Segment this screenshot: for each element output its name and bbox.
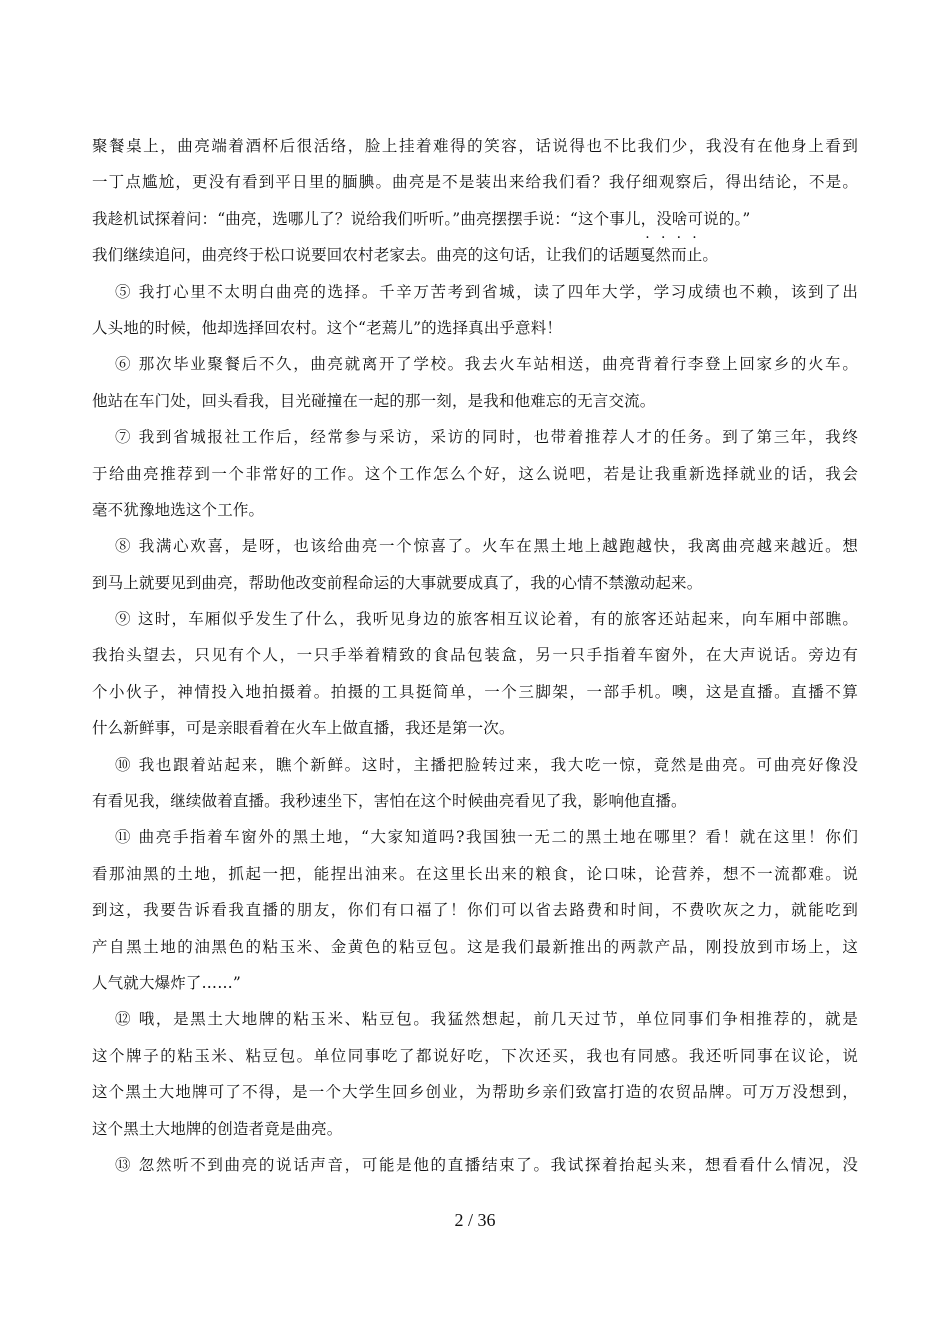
text-line: 我趁机试探着问：“曲亮，选哪儿了？说给我们听听。”曲亮摆摆手说：“这个事儿，没啥可说的。” [92, 209, 751, 228]
text-line: 这个黑土大地牌可了不得，是一个大学生回乡创业，为帮助乡亲们致富打造的农贸品牌。可万万没想到， [92, 1083, 858, 1102]
text-line: 个小伙子，神情投入地拍摄着。拍摄的工具挺简单，一个三脚架，一部手机。噢，这是直播。直播不算 [92, 682, 858, 701]
text-line: 人气就大爆炸了……” [92, 973, 241, 992]
text-line: 这个黑土大地牌的创造者竟是曲亮。 [92, 1119, 343, 1138]
paragraph-12-line: ⑫ 哦，是黑土大地牌的粘玉米、粘豆包。我猛然想起，前几天过节，单位同事们争相推荐的，就是 [115, 1010, 858, 1029]
emphasis-tail: 。 [702, 246, 719, 265]
text-line: 到这，我要告诉看我直播的朋友，你们有口福了！你们可以省去路费和时间，不费吹灰之力，就能吃到 [92, 901, 858, 920]
text-line: 到马上就要见到曲亮，帮助他改变前程命运的大事就要成真了，我的心情不禁激动起来。 [92, 573, 703, 592]
emphasized-char: 然 · [655, 230, 672, 265]
emphasized-char: 而 · [671, 230, 687, 265]
text-line: 于给曲亮推荐到一个非常好的工作。这个工作怎么个好，这么说吧，若是让我重新选择就业的话，我会 [92, 464, 858, 483]
paragraph-6-line: ⑥ 那次毕业聚餐后不久，曲亮就离开了学校。我去火车站相送，曲亮背着行李登上回家乡的火车。 [115, 355, 858, 374]
text-line: 我抬头望去，只见有个人，一只手举着精致的食品包装盒，另一只手指着车窗外，在大声说话。旁边有 [92, 646, 858, 665]
emphasis-dot: · [660, 230, 666, 247]
text-line: 什么新鲜事，可是亲眼看着在火车上做直播，我还是第一次。 [92, 719, 515, 738]
emphasis-char [639, 230, 703, 265]
page-number: 2 / 36 [454, 1210, 496, 1230]
text-line: 他站在车门处，回头看我，目光碰撞在一起的那一刻，是我和他难忘的无言交流。 [92, 391, 656, 410]
emphasized-char: 止 · [686, 230, 703, 265]
paragraph-11-line: ⑪ 曲亮手指着车窗外的黑土地，“大家知道吗?我国独一无二的黑土地在哪里？看！就在这里！你们 [115, 828, 858, 847]
emphasized-char: 戛 · [639, 230, 656, 265]
paragraph-8-line: ⑧ 我满心欢喜，是呀，也该给曲亮一个惊喜了。火车在黑土地上越跑越快，我离曲亮越来越近。想 [115, 537, 858, 556]
emphasis-dot: · [645, 230, 650, 247]
paragraph-13-line: ⑬ 忽然听不到曲亮的说话声音，可能是他的直播结束了。我试探着抬起头来，想看看什么情况，没 [115, 1155, 858, 1174]
article-body [92, 128, 858, 1183]
paragraph-10-line: ⑩ 我也跟着站起来，瞧个新鲜。这时，主播把脸转过来，我大吃一惊，竟然是曲亮。可曲亮好像没 [115, 755, 858, 774]
text-line: 毫不犹豫地选这个工作。 [92, 500, 265, 519]
paragraph-5-line: ⑤ 我打心里不太明白曲亮的选择。千辛万苦考到省城，读了四年大学，学习成绩也不赖，该到了出 [115, 282, 858, 301]
text-line: 人头地的时候，他却选择回农村。这个“老蔫儿”的选择真出乎意料！ [92, 318, 563, 337]
text-line: 聚餐桌上，曲亮端着酒杯后很活络，脸上挂着难得的笑容，话说得也不比我们少，我没有在他身上看到 [92, 137, 858, 155]
text-line: 看那油黑的土地，抓起一把，能捏出油来。在这里长出来的粮食，论口味，论营养，想不一流都难。说 [92, 864, 858, 883]
paragraph-9-line: ⑨ 这时，车厢似乎发生了什么，我听见身边的旅客相互议论着，有的旅客还站起来，向车厢中部瞧。 [115, 610, 858, 629]
emphasis-dot: · [692, 230, 697, 247]
text-line: 这个牌子的粘玉米、粘豆包。单位同事吃了都说好吃，下次还买，我也有同感。我还听同事在议论，说 [92, 1046, 858, 1065]
text-line: 一丁点尴尬，更没有看到平日里的腼腆。曲亮是不是装出来给我们看？我仔细观察后，得出结论，不是。 [92, 173, 858, 192]
text-line: 有看见我，继续做着直播。我秒速坐下，害怕在这个时候曲亮看见了我，影响他直播。 [92, 792, 687, 811]
paragraph-7-line: ⑦ 我到省城报社工作后，经常参与采访，采访的同时，也带着推荐人才的任务。到了第三年，我终 [115, 428, 858, 447]
text-line-with-emphasis [92, 230, 858, 273]
text-line: 产自黑土地的油黑色的粘玉米、金黄色的粘豆包。这是我们最新推出的两款产品，刚投放到市场上，这 [92, 937, 858, 956]
text-line: 我们继续追问，曲亮终于松口说要回农村老家去。曲亮的这句话，让我们的话题 [92, 246, 640, 265]
emphasis-dot: · [676, 230, 682, 247]
